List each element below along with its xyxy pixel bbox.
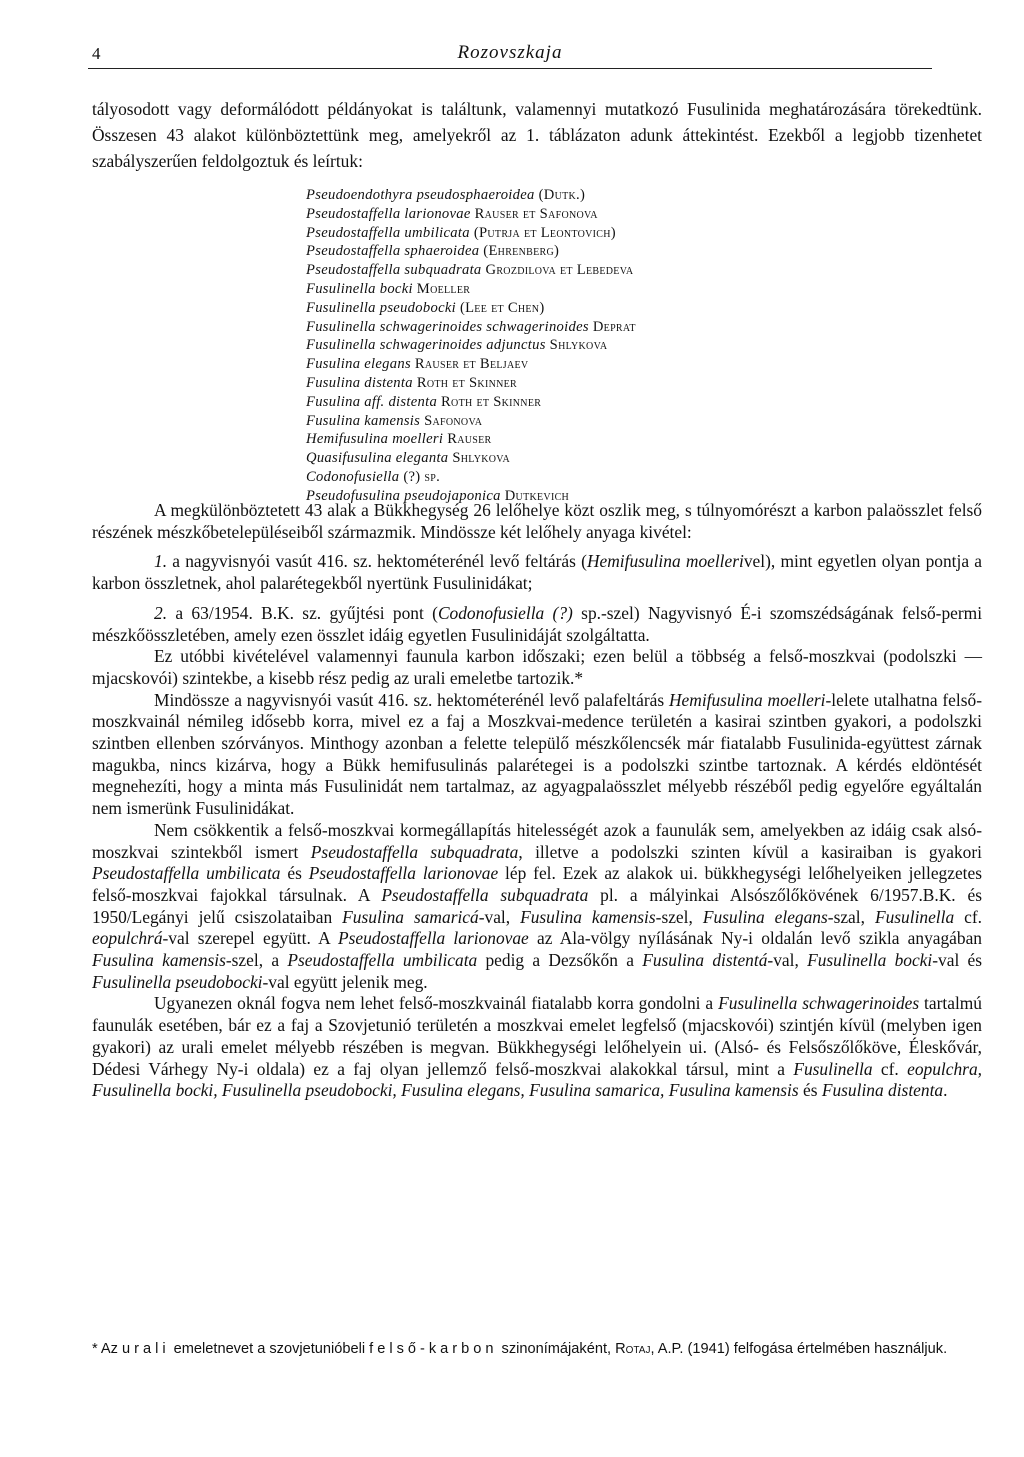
species-name: Pseudoendothyra pseudosphaeroidea <box>306 187 535 203</box>
item-number: 1. <box>154 551 168 572</box>
text: . <box>943 1080 948 1101</box>
species-name: Codonofusiella (?) <box>437 602 573 623</box>
text: -val, <box>478 906 521 927</box>
species-name: Fusulina aff. distenta <box>306 393 438 410</box>
list-item-2 <box>92 603 982 646</box>
species-name: Fusulina elegans <box>306 356 411 373</box>
footnote-text: urali <box>122 1341 170 1357</box>
species-list-item <box>306 430 946 449</box>
species-name: Fusulina elegans <box>702 906 828 927</box>
species-name: eopulchrá <box>92 928 163 949</box>
text: -lelete utalhatna felső-moszkvainál némileg idősebb korra, mivel ez a faj a Moszkvai-medence területén a kasirai szintben gyakori, a podolszki szintben ellenben szórványos. Minthogy azonban a felette települő mészkőlencsék már fiatalabb Fusulinida-együttest zárnak magukba, nincs kizárva, hogy a Bükk hemifusulinás palarétegei is a podolszki szintbe tartoznak. A kérdés eldöntését megnehezíti, hogy a minta más Fusulinidát nem tartalmaz, az agyagpalaösszlet mélyebb részéből pedig egyelőre egyáltalán nem ismerünk Fusulinidákat. <box>92 689 982 819</box>
species-author: (Lee et Chen) <box>459 299 545 316</box>
species-name: Hemifusulina moelleri <box>586 551 744 572</box>
species-name: Fusulinella <box>874 906 955 927</box>
footnote-author: Rotaj <box>615 1341 651 1357</box>
body-text <box>92 500 982 1102</box>
species-name: Fusulina kamensis <box>306 412 421 429</box>
intro-paragraph: tályosodott vagy deformálódott példányokat is találtunk, valamennyi mutatkozó Fusulinida meghatározására törekedtünk. Összesen 43 alakot különböztettünk meg, amelyekről az 1. táblázaton adunk áttekintést. Ezekből a legjobb tizenhetet szabályszerűen feldolgoztuk és leírtuk: <box>92 99 982 171</box>
text: Ugyanezen oknál fogva nem lehet felső-moszkvainál fiatalabb korra gondolni a <box>154 993 719 1014</box>
text: -val együtt jelenik meg. <box>262 971 428 992</box>
species-author: Roth et Skinner <box>441 393 542 410</box>
species-author: Rauser <box>447 431 492 448</box>
text: pedig a Dezsőkőn a <box>477 950 643 971</box>
species-name: Fusulinella schwagerinoides <box>718 993 920 1014</box>
species-name: Fusulinella schwagerinoides adjunctus <box>306 337 546 354</box>
species-author: Rauser et Beljaev <box>414 356 529 373</box>
species-author: Roth et Skinner <box>416 374 518 391</box>
text: , illetve a podolszki szinten kívül a kasiraiban is gyakori <box>518 841 982 862</box>
item-number: 2. <box>154 602 168 623</box>
paragraph-distribution: A megkülönböztetett 43 alak a Bükkhegység 26 lelőhelye közt oszlik meg, s túlnyomórészt a karbon palaösszlet felső részének mészkőbetelepüléseiből származmik. Mindössze két lelőhely anyaga kivétel: <box>92 500 982 542</box>
species-name: Fusulina distentá <box>642 950 768 971</box>
species-list-item <box>306 299 946 318</box>
footnote-text: , A.P. (1941) felfogása értelmében használjuk. <box>650 1341 948 1357</box>
item-text: vel), mint egyetlen olyan pontja a karbon összletnek, ahol palarétegekből nyertünk Fusulinidákat; <box>92 551 982 594</box>
species-name: Codonofusiella <box>306 468 400 485</box>
species-name: Pseudostaffella larionovae <box>308 863 499 884</box>
species-list-item <box>306 468 946 487</box>
text: -szel, a <box>225 950 288 971</box>
species-author: (Putrja et Leontovich) <box>473 224 616 241</box>
species-name: Pseudostaffella umbilicata <box>287 950 478 971</box>
species-author: Grozdilova et Lebedeva <box>485 262 634 279</box>
species-name: Fusulinella pseudobocki <box>306 299 456 316</box>
text: Mindössze a nagyvisnyói vasút 416. sz. hektométerénél levő palafeltárás <box>154 689 669 710</box>
footnote-text: emeletnevet a szovjetunióbeli <box>169 1341 370 1357</box>
species-name: Quasifusulina eleganta <box>306 450 449 467</box>
species-list-item <box>306 186 946 205</box>
text: cf. <box>954 906 983 927</box>
species-name: Fusulina distenta <box>821 1080 944 1101</box>
paragraph-pseudostaffella <box>92 820 982 994</box>
text: Nem csökkentik a felső-moszkvai kormegállapítás hitelességét azok a faunulák sem, amelyekben az idáig csak alsó-moszkvai szintekből ismert <box>92 819 982 862</box>
spacer <box>92 595 982 603</box>
species-list-item <box>306 449 946 468</box>
footnote-text: * Az <box>92 1341 123 1357</box>
species-author: Safonova <box>424 412 483 429</box>
species-name: Pseudostaffella subquadrata <box>310 841 519 862</box>
footnote-text: szinonímájaként, <box>497 1341 616 1357</box>
species-name: eopulchra, Fusulinella bocki, Fusulinella pseudobocki, Fusulina elegans, Fusulina samarica, Fusulina kamensis <box>92 1058 982 1101</box>
list-item-1 <box>92 551 982 594</box>
spacer <box>92 543 982 551</box>
text: és <box>798 1080 822 1101</box>
paragraph-age: Ez utóbbi kivételével valamennyi faunula karbon időszaki; ezen belül a többség a felső-moszkvai (podolszki — mjacskovói) szintekbe, a kisebb rész pedig az urali emeletbe tartozik.* <box>92 646 982 688</box>
species-name: Fusulina distenta <box>306 374 413 391</box>
running-title: Rozovszkaja <box>457 42 563 63</box>
page-number: 4 <box>92 44 101 63</box>
species-list-item <box>306 205 946 224</box>
text: -szal, <box>827 906 875 927</box>
species-author: (?) sp. <box>403 468 441 485</box>
species-author: (Ehrenberg) <box>483 243 560 260</box>
text: cf. <box>872 1058 908 1079</box>
species-list-item <box>306 374 946 393</box>
species-name: Fusulinella bocki <box>306 280 413 297</box>
species-author: Shlykova <box>549 337 608 354</box>
species-list-item <box>306 336 946 355</box>
text: -val szerepel együtt. A <box>162 928 338 949</box>
species-name: Hemifusulina moelleri <box>306 431 444 448</box>
species-list-item <box>306 261 946 280</box>
species-list-item <box>306 280 946 299</box>
species-name: Fusulinella <box>793 1058 873 1079</box>
species-list <box>306 186 946 506</box>
footnote <box>92 1340 982 1358</box>
item-text: sp.-szel) Nagyvisnyó É-i szomszédságának felső-permi mészkőösszletében, amely ezen összlet idáig egyetlen Fusulinidáját szolgáltatta. <box>92 602 983 645</box>
species-name: Pseudostaffella umbilicata <box>306 224 470 241</box>
species-list-item <box>306 242 946 261</box>
species-list-item <box>306 412 946 431</box>
text: tartalmú faunulák esetében, bár ez a faj a Szovjetunió területén a moszkvai emelet legfelső (mjacskovói) szintjén kívül (melyben igen gyakori) az urali emelet mélyebb részében is megvan. Bükkhegységi lelőhelyein ui. (Alsó- és Felsőszőlőköve, Éleskővár, Dédesi Várhegy Ny-i oldala) ez a faj olyan jellemző felső-moszkvai alakokkal társul, mint a <box>92 993 983 1079</box>
species-name: Pseudostaffella sphaeroidea <box>306 243 480 260</box>
species-list-item <box>306 318 946 337</box>
species-name: Pseudofusulina pseudojaponica <box>306 487 501 504</box>
species-list-item <box>306 393 946 412</box>
species-author: Deprat <box>592 318 636 335</box>
species-name: Pseudostaffella subquadrata <box>381 884 589 905</box>
species-list-item <box>306 224 946 243</box>
species-name: Fusulina kamensis <box>520 906 656 927</box>
footnote-text: felső-karbon <box>369 1341 498 1357</box>
text: az Ala-völgy nyílásának Ny-i oldalán levő szikla anyagában <box>528 928 983 949</box>
species-name: Hemifusulina moelleri <box>668 689 826 710</box>
species-name: Fusulina samaricá <box>342 906 479 927</box>
species-name: Fusulinella bocki <box>807 950 933 971</box>
species-name: Fusulinella pseudobocki <box>92 971 263 992</box>
species-name: Pseudostaffella subquadrata <box>306 262 482 279</box>
species-author: Shlykova <box>452 450 511 467</box>
species-name: Fusulina kamensis <box>92 950 226 971</box>
species-list-item <box>306 355 946 374</box>
species-name: Pseudostaffella larionovae <box>306 205 471 222</box>
item-text: a nagyvisnyói vasút 416. sz. hektométerénél levő feltárás ( <box>167 551 587 572</box>
species-name: Pseudostaffella larionovae <box>337 928 529 949</box>
text: -val és <box>932 950 983 971</box>
species-author: (Dutk.) <box>538 187 586 203</box>
species-name: Fusulinella schwagerinoides schwagerinoides <box>306 318 589 335</box>
text: pl. a mályinkai Alsószőlőkövének 6/1957.B.K. és 1950/Legányi jelű csiszolataiban <box>92 884 982 927</box>
text: -val, <box>767 950 808 971</box>
species-author: Dutkevich <box>504 487 570 504</box>
item-text: a 63/1954. B.K. sz. gyűjtési pont ( <box>167 602 438 623</box>
paragraph-hemifusulina <box>92 690 982 820</box>
paragraph-fusulinella <box>92 993 982 1102</box>
species-author: Moeller <box>416 280 471 297</box>
text: lép fel. Ezek az alakok ui. bükkhegységi lelőhelyeiken jellegzetes felső-moszkvai fajokkal társulnak. A <box>92 863 982 905</box>
text: -szel, <box>655 906 703 927</box>
running-header <box>88 40 932 69</box>
species-name: Pseudostaffella umbilicata <box>92 863 281 884</box>
species-author: Rauser et Safonova <box>474 205 598 222</box>
text: és <box>280 863 309 884</box>
